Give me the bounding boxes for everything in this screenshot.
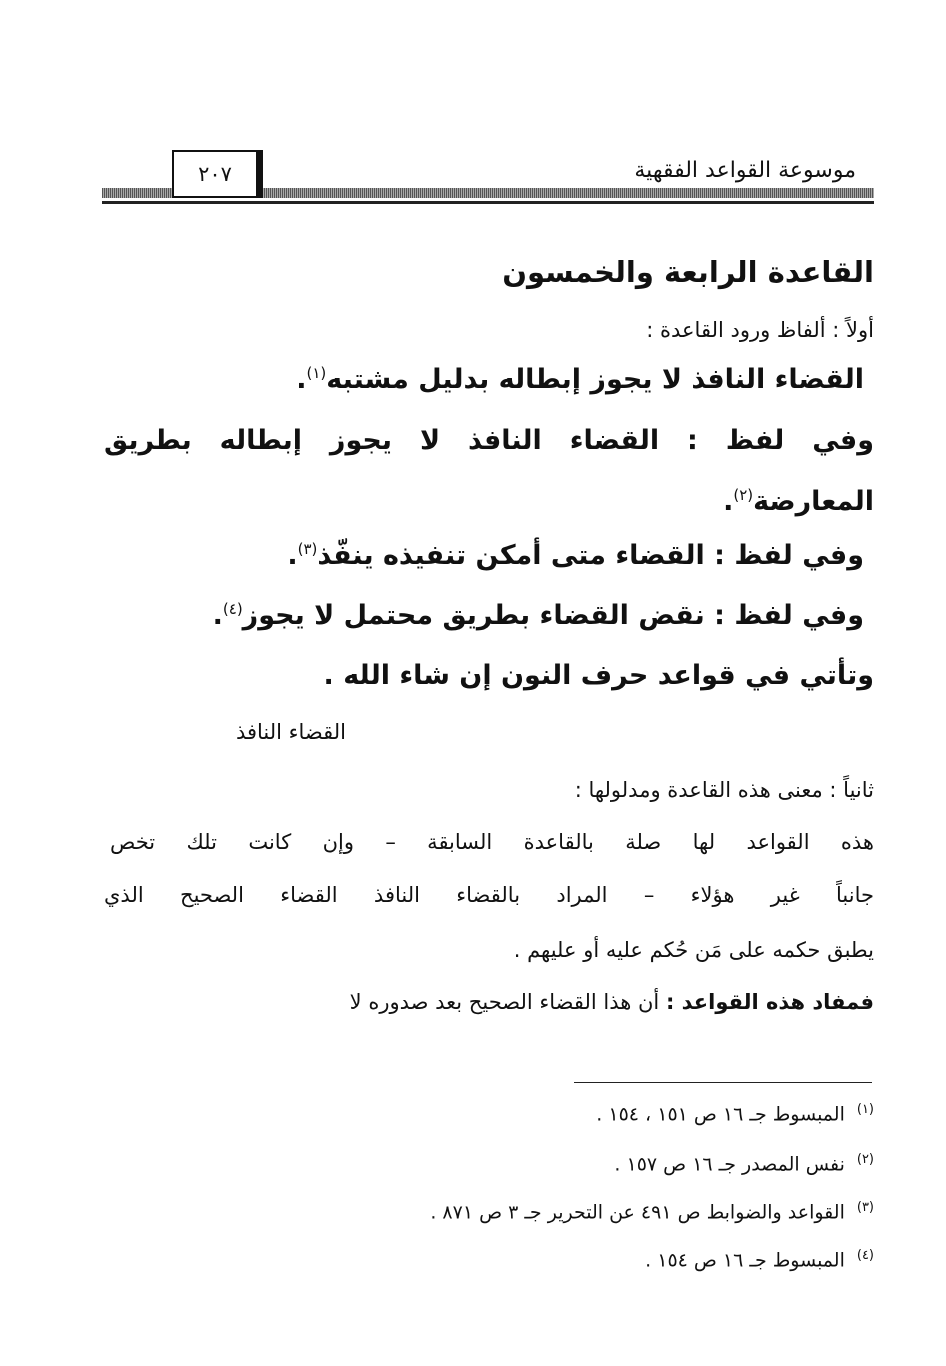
footnote-4 <box>645 1248 874 1271</box>
rule-wording-4-text: وفي لفظ : نقض القضاء بطريق محتمل لا يجوز <box>242 600 864 631</box>
rule-title: القاعدة الرابعة والخمسون <box>502 255 874 289</box>
rule-wording-2-line2: المعارضة$^{(٢)}$. <box>723 486 874 517</box>
footnote-3-number: (٣) <box>856 1200 874 1215</box>
header-rule-thin <box>102 201 874 204</box>
meaning-paragraph-line3: يطبق حكمه على مَن حُكم عليه أو عليهم . <box>513 938 874 962</box>
section-heading-wordings: أولاً : ألفاظ ورود القاعدة : <box>646 318 874 342</box>
footnote-ref-3[interactable]: (٣) <box>297 540 318 558</box>
footnote-ref-1[interactable]: (١) <box>306 364 327 382</box>
meaning-paragraph-line1-text: هذه القواعد لها صلة بالقاعدة السابقة – وإن كانت تلك تخص <box>110 830 874 854</box>
rule-wording-2-line1: وفي لفظ : القضاء النافذ لا يجوز إبطاله بطريق <box>104 425 874 456</box>
footnote-3 <box>430 1200 874 1223</box>
conclusion-paragraph-line1 <box>350 990 874 1014</box>
page-number: ٢٠٧ <box>198 162 232 186</box>
rule-wording-4: وفي لفظ : نقض القضاء بطريق محتمل لا يجوز$^{(٤)}$. <box>212 600 864 631</box>
footnote-1 <box>596 1102 874 1125</box>
running-header-title: موسوعة القواعد الفقهية <box>634 158 856 183</box>
footnote-4-number: (٤) <box>856 1248 874 1263</box>
rule-wording-3: وفي لفظ : القضاء متى أمكن تنفيذه ينفّذ$^{(٣)}$. <box>287 540 864 571</box>
footnote-1-text: المبسوط جـ ١٦ ص ١٥١ ، ١٥٤ . <box>596 1103 845 1126</box>
footnote-2-text: نفس المصدر جـ ١٦ ص ١٥٧ . <box>614 1153 845 1176</box>
cross-reference-note: وتأتي في قواعد حرف النون إن شاء الله . <box>323 660 874 691</box>
meaning-paragraph-line1 <box>110 830 874 854</box>
margin-note: القضاء النافذ <box>235 720 346 744</box>
section-heading-meaning: ثانياً : معنى هذه القاعدة ومدلولها : <box>574 778 874 802</box>
footnote-1-number: (١) <box>856 1102 874 1117</box>
conclusion-lead: فمفاد هذه القواعد : <box>665 990 874 1014</box>
rule-wording-1-text: القضاء النافذ لا يجوز إبطاله بدليل مشتبه <box>326 364 864 395</box>
conclusion-text: أن هذا القضاء الصحيح بعد صدوره لا <box>349 990 666 1014</box>
page-number-box <box>172 150 258 198</box>
meaning-paragraph-line2: جانباً غير هؤلاء – المراد بالقضاء النافذ القضاء الصحيح الذي <box>104 883 874 907</box>
footnote-4-text: المبسوط جـ ١٦ ص ١٥٤ . <box>645 1249 845 1272</box>
footnote-ref-2[interactable]: (٢) <box>733 486 754 504</box>
rule-wording-3-text: وفي لفظ : القضاء متى أمكن تنفيذه ينفّذ <box>317 540 864 571</box>
footnote-separator <box>574 1082 872 1083</box>
rule-wording-2-text: المعارضة <box>753 486 874 517</box>
footnote-2-number: (٢) <box>856 1152 874 1167</box>
footnote-2 <box>614 1152 874 1175</box>
rule-wording-1: القضاء النافذ لا يجوز إبطاله بدليل مشتبه$^{(١)}$. <box>296 364 864 395</box>
footnote-ref-4[interactable]: (٤) <box>222 600 243 618</box>
footnote-3-text: القواعد والضوابط ص ٤٩١ عن التحرير جـ ٣ ص ٨٧١ . <box>430 1201 845 1224</box>
